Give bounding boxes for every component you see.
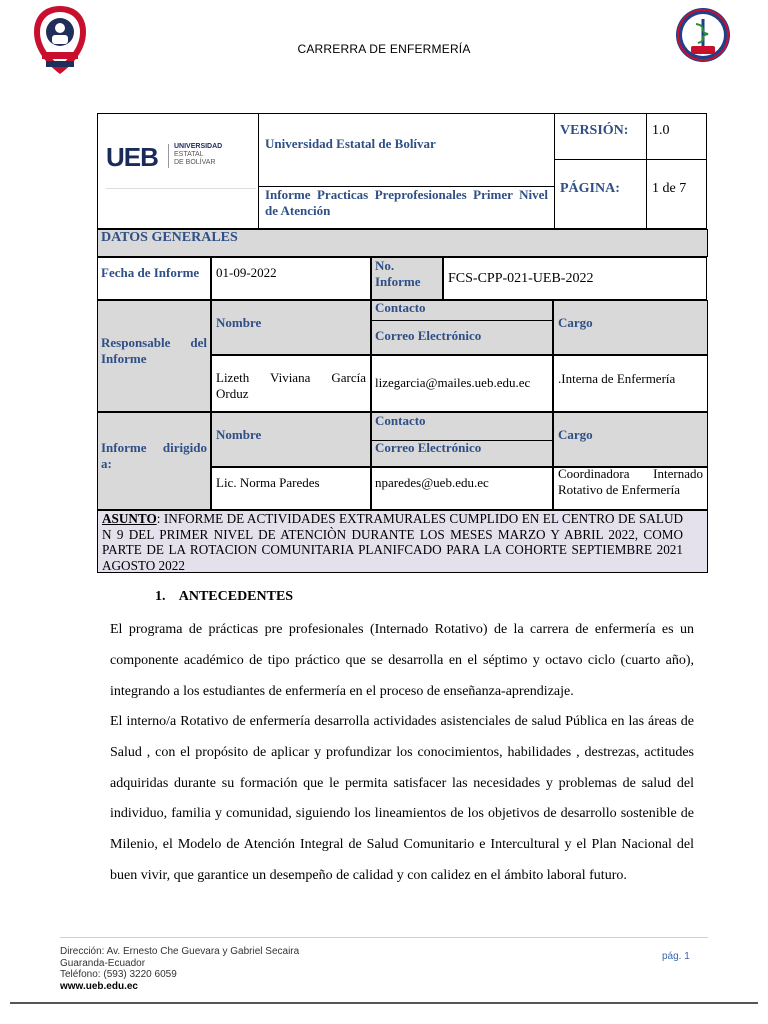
report-title: Informe Practicas Preprofesionales Primer Nivel de Atención [265,187,548,218]
section-heading-antecedentes: 1. ANTECEDENTES [155,589,294,604]
datos-generales-table [97,229,708,573]
version-value: 1.0 [652,123,670,138]
ueb-logo-cell [98,114,259,228]
no-informe-value: FCS-CPP-021-UEB-2022 [448,271,594,286]
ueb-logo-subtitle: UNIVERSIDAD ESTATAL DE BOLÍVAR [174,143,223,166]
responsable-cargo-value: .Interna de Enfermería [558,371,676,386]
responsable-cargo-header: Cargo [558,315,593,330]
responsable-contacto-header: Contacto [375,300,426,315]
paragraph-1: El programa de prácticas pre profesionales (Internado Rotativo) de la carrera de enfermería es un componente académico de tipo práctico que se desarrolla en el séptimo y octavo ciclo (cuarto año), integrando a los estudiantes de enfermería en el proceso de enseñanza-aprendizaje. [110,622,694,699]
institution-name: Universidad Estatal de Bolívar [265,136,436,151]
footer-address [60,946,299,992]
universidad-bolivar-seal-logo [30,4,90,76]
responsable-nombre-header: Nombre [216,315,262,330]
responsable-label: Responsable del Informe [101,335,207,366]
document-control-table [97,113,707,229]
asunto-label: ASUNTO [102,511,157,526]
no-informe-label: No. Informe [375,258,421,289]
page-value: 1 de 7 [652,181,687,196]
page-label: PÁGINA: [560,181,620,196]
dirigido-label: Informe dirigido a: [101,440,207,471]
asunto-text: : INFORME DE ACTIVIDADES EXTRAMURALES CUMPLIDO EN EL CENTRO DE SALUD N 9 DEL PRIMER NIVEL DE ATENCIÒN DURANTE LOS MESES MARZO Y ABRIL 2022, COMO PARTE DE LA ROTACION COMUNITARIA PLANIFCADO PARA LA COHORTE SEPTIEMBRE 2021 AGOSTO 2022 [102,511,683,573]
responsable-correo-header: Correo Electrónico [375,328,482,343]
responsable-nombre-value: Lizeth Viviana García Orduz [216,370,366,401]
asunto-box [97,510,708,573]
page-header-title: CARRERRA DE ENFERMERÍA [297,42,471,56]
dirigido-nombre-value: Lic. Norma Paredes [216,475,320,490]
dirigido-cargo-value: Coordinadora Internado Rotativo de Enfermería [558,466,703,497]
footer-website-link[interactable]: www.ueb.edu.ec [60,980,138,992]
section-title-datos-generales: DATOS GENERALES [97,229,708,257]
footer-phone-line: Teléfono: (593) 3220 6059 [60,969,177,980]
footer-city-line: Guaranda-Ecuador [60,957,146,969]
dirigido-cargo-header: Cargo [558,427,593,442]
version-label: VERSIÓN: [560,123,629,138]
footer-page-number: pág. 1 [662,951,690,962]
ueb-logo [106,142,158,173]
fecha-label: Fecha de Informe [101,265,200,280]
ueb-logo-mark: UEB [106,142,158,172]
dirigido-nombre-header: Nombre [216,427,262,442]
fecha-value: 01-09-2022 [216,265,277,280]
responsable-correo-value: lizegarcia@mailes.ueb.edu.ec [375,375,531,390]
footer-address-line: Dirección: Av. Ernesto Che Guevara y Gabriel Secaira [60,946,300,957]
faculty-health-seal-logo [674,6,732,64]
paragraph-2: El interno/a Rotativo de enfermería desarrolla actividades asistenciales de salud Pública en las áreas de Salud , con el propósito de aplicar y profundizar los conocimientos, habilidades , destrezas, actitudes adquiridas durante su formación que le permita satisfacer las necesidades y problemas de salud del individuo, familia y comunidad, siguiendo los lineamientos de los objetivos de desarrollo sostenible de Milenio, el Modelo de Atención Integral de Salud Comunitario e Intercultural y el Plan Nacional del buen vivir, que garantice un desempeño de calidad y con calidez en el ámbito laboral futuro. [110,714,694,883]
dirigido-correo-header: Correo Electrónico [375,440,482,455]
dirigido-correo-value: nparedes@ueb.edu.ec [375,475,489,490]
dirigido-contacto-header: Contacto [375,413,426,428]
